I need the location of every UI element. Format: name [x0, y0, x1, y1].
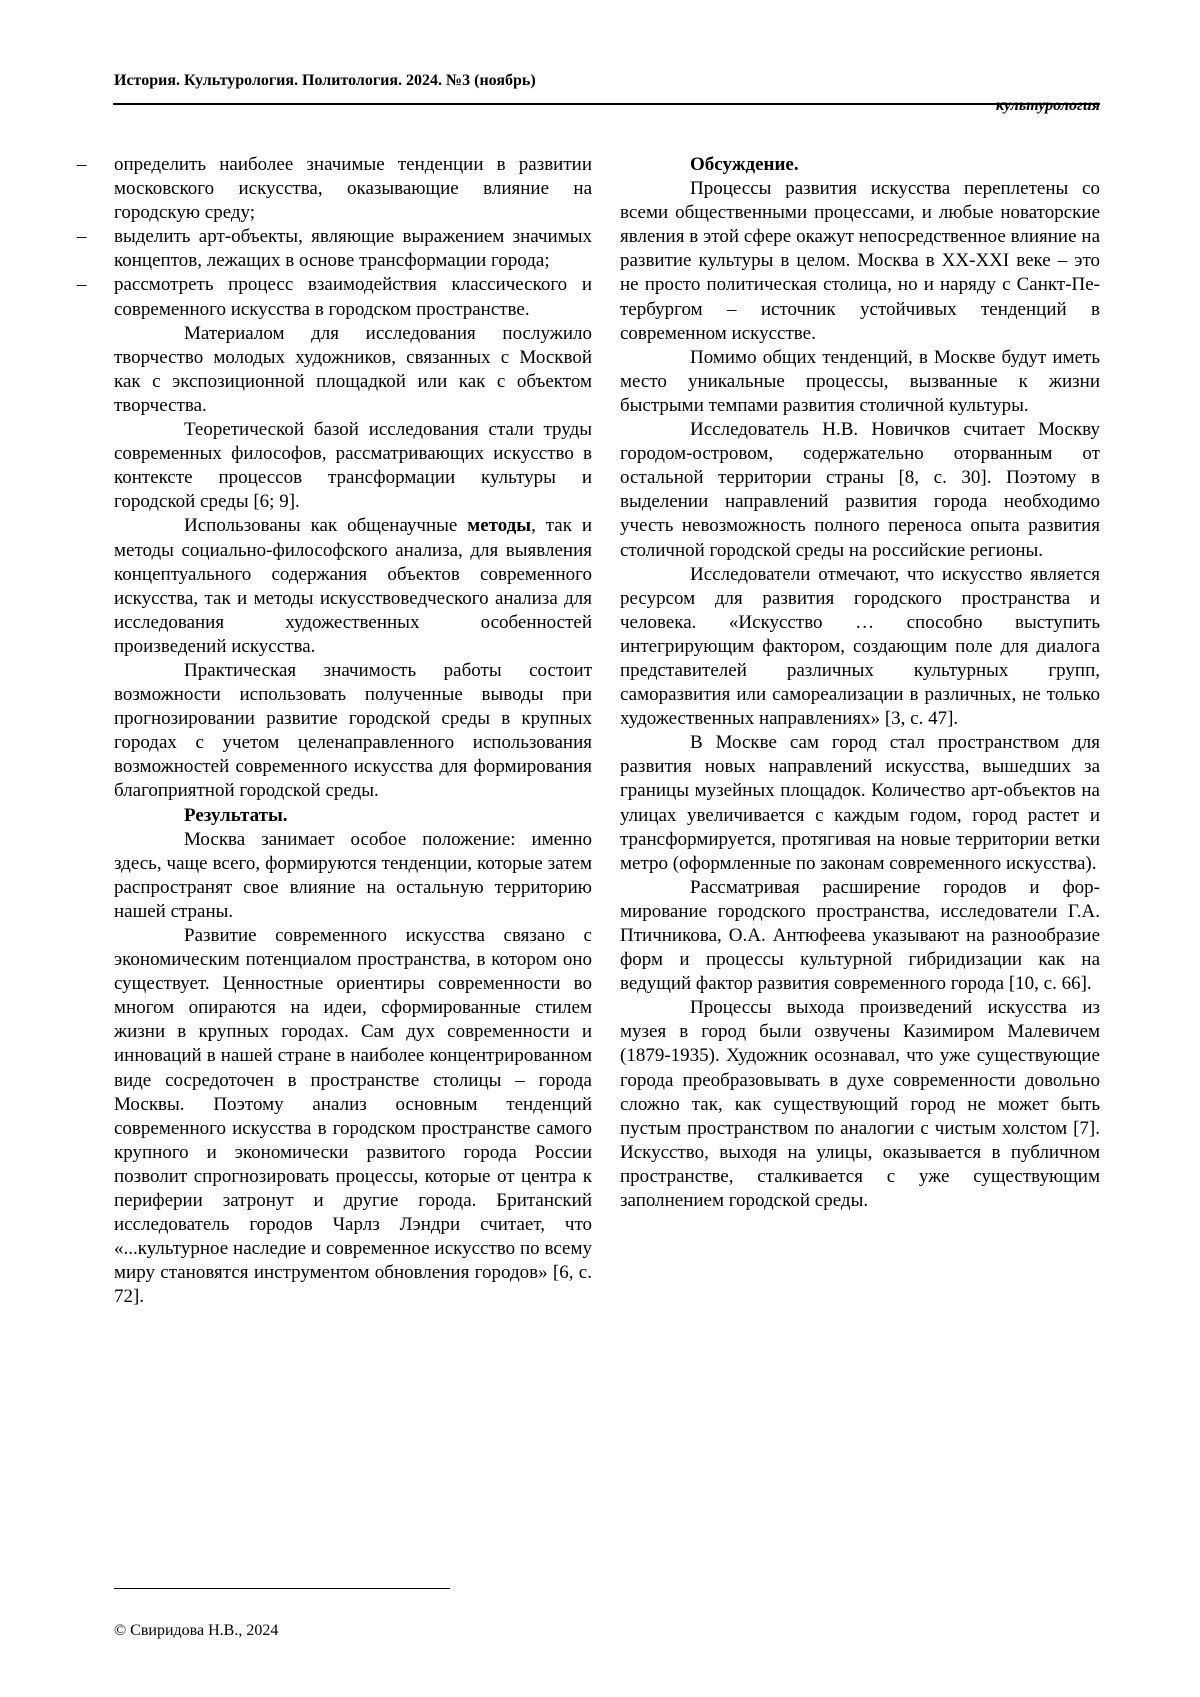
methods-text-pre: Использованы как общенаучные [184, 515, 468, 537]
paragraph-methods [114, 514, 592, 659]
header-rule [113, 103, 1100, 105]
discussion-heading: Обсуждение. [690, 154, 799, 175]
list-dash: – [77, 154, 87, 175]
results-heading: Результаты. [184, 804, 288, 826]
list-item [77, 225, 592, 273]
journal-title: История. Культурология. Политология. 2024. №3 (ноябрь) [114, 72, 536, 89]
paragraph-resource: Исследователи отмечают, что искусство является ресурсом для развития городского пространства и человека. «Искусство … способно выступить интегрирующим фактором, создающим поле для диалога представителей различных культурных групп, саморазвития или самореализации в различных, не только художественных направлениях» [3, с. 47]. [620, 563, 1100, 730]
paragraph-novichkov: Исследователь Н.В. Новичков считает Москву городом-островом, содержательно оторванным от остальной территории страны [8, с. 30]. Поэтому в выделении направлений развития города необходимо учесть невозможность полного переноса опыта развития столичной городской среды на российские регионы. [620, 419, 1100, 561]
methods-text-post: , так и методы социально-философского анализа, для выявления концептуального содержания объектов современного искусства, так и методы искусствоведческого анализа для исследования художественных особенностей произведений искусства. [114, 515, 592, 657]
paragraph-expansion: Рассматривая расширение городов и формирование городского пространства, исследователи Г.А. Птичникова, О.А. Антюфеева указывают на разнообразие форм и процессы культурной гибридизации как на ведущий фактор развития современного города [10, с. 66]. [620, 876, 1100, 995]
list-item [77, 273, 592, 321]
paragraph-material: Материалом для исследования послужило творчество молодых художников, связанных с Москвой как с экспозиционной площадкой или как с объектом творчества. [114, 322, 592, 416]
list-item-text: рассмотреть процесс взаимодействия классического и современного искусства в городском пространстве. [114, 274, 592, 320]
paragraph-practical: Практическая значимость работы состоит возможности использовать полученные выводы при прогнозировании развитие городской среды в крупных городах с учетом целенаправленного использования возможностей современного искусства для формирования благоприятной городской среды. [114, 659, 592, 802]
list-item-text: выделить арт-объекты, являющие выражением значимых концептов, лежащих в основе трансформации города; [114, 226, 592, 272]
left-column [77, 153, 592, 1310]
paragraph-processes: Процессы развития искусства переплетены со всеми общественными процессами, и любые новаторские явления в этой сфере окажут непосредственное влияние на развитие культуры в целом. Москва в XX-XXI веке – это не просто политическая столица, но и наряду с Санкт-Петербургом – источник устойчивых тенденций в современном искусстве. [620, 178, 1100, 344]
paragraph-moscow: Москва занимает особое положение: именно здесь, чаще всего, формируются тенденции, которые затем распространят свое влияние на остальную территорию нашей страны. [114, 828, 592, 922]
section-name: культурология [995, 97, 1100, 114]
list-dash: – [77, 274, 87, 296]
paragraph-development: Развитие современного искусства связано с экономическим потенциалом пространства, в котором оно существует. Ценностные ориентиры современности во многом опираются на идеи, сформированные стилем жизни в крупных городах. Сам дух современности и инноваций в нашей стране в наиболее концентрированном виде сосредоточен в пространстве столицы – города Москвы. Поэтому анализ основным тенденций современного искусства в городском пространстве самого крупного и экономически развитого города России позволит спрогнозировать процессы, которые от центра к периферии затронут и другие города. Британский исследователь городов Чарлз Лэндри считает, что «...культурное наследие и современное искусство по всему миру становятся инструментом обновления городов» [6, с. 72]. [114, 925, 592, 1308]
list-item-text: определить наиболее значимые тенденции в развитии московского искусства, оказывающие влияние на городскую среду; [114, 154, 592, 224]
list-item [77, 153, 592, 225]
paragraph-malevich: Процессы выхода произведений искусства из музея в город были озвучены Казимиром Малевичем (1879-1935). Художник осознавал, что уже существующие города преобразовывать в духе современности довольно сложно так, как существующий город не может быть пустым пространством по аналогии с чистым холстом [7]. Искусство, выходя на улицы, оказывается в публичном пространстве, сталкивается с уже существующим заполнением городской среды. [620, 997, 1100, 1212]
copyright: © Свиридова Н.В., 2024 [114, 1622, 279, 1639]
list-dash: – [77, 226, 87, 248]
footnote-rule [114, 1588, 450, 1589]
paragraph-city-space: В Москве сам город стал пространством для развития новых направлений искусства, вышедших за границы музейных площадок. Количество арт-объектов на улицах увеличивается с каждым годом, город растет и трансформируется, протягивая на новые территории ветки метро (оформленные по законам современного искусства). [620, 732, 1100, 874]
paragraph-unique: Помимо общих тенденций, в Москве будут иметь место уникальные процессы, вызванные к жизни быстрыми темпами развития столичной культуры. [620, 346, 1100, 416]
paragraph-theory: Теоретической базой исследования стали труды современных философов, рассматривающих искусство в контексте процессов трансформации культуры и городской среды [6; 9]. [114, 419, 592, 513]
right-column [620, 153, 1100, 1213]
methods-bold-term: методы [467, 515, 532, 537]
